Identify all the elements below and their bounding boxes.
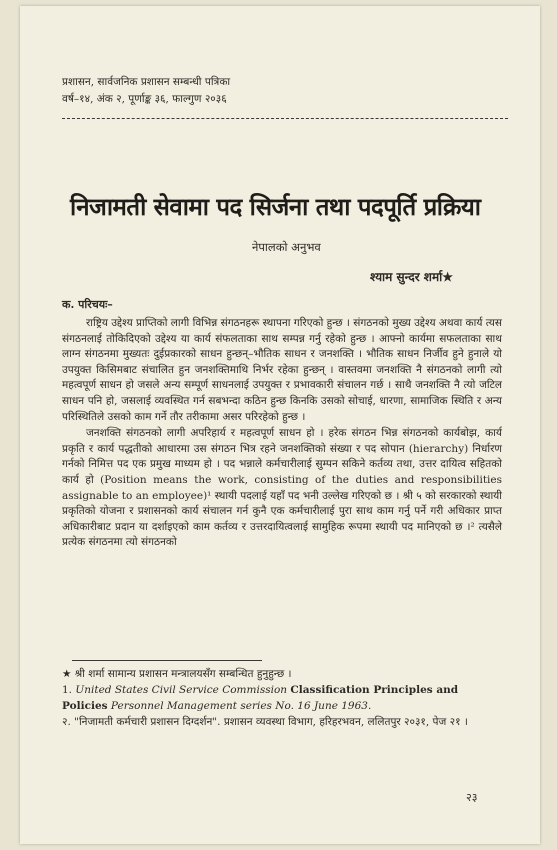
- article-author: श्याम सुन्दर शर्मा★: [370, 270, 454, 284]
- journal-line-1: प्रशासन, सार्वजनिक प्रशासन सम्बन्धी पत्रिका: [62, 76, 231, 88]
- footnote-1-series: Personnel Management series No. 16 June 1963.: [110, 700, 372, 712]
- article-title: निजामती सेवामा पद सिर्जना तथा पदपूर्ति प्रक्रिया: [70, 192, 481, 221]
- page-number: २३: [466, 791, 478, 804]
- journal-header: [62, 74, 502, 108]
- footnote-2: २. "निजामती कर्मचारी प्रशासन दिग्दर्शन". प्रशासन व्यवस्था विभाग, हरिहरभवन, ललितपुर २०३१, पेज २१ ।: [62, 716, 468, 728]
- paragraph-1: राष्ट्रिय उद्देश्य प्राप्तिको लागी विभिन्न संगठनहरू स्थापना गरिएको हुन्छ । संगठनको मुख्य उद्देश्य अथवा कार्य त्यस संगठनलाई तोकिदिएको उद्देश्य या कार्य संफलताका साथ सम्पन्न गर्नु रहेको हुन्छ । आफ्नो कार्यमा सफलताका साथ लाग्न संगठनमा मुख्यतः दुईप्रकारको साधन हुन्छन्–भौतिक साधन र जनशक्ति । भौतिक साधन निर्जीव हुने हुनाले यो उपयुक्त किसिमबाट संचालित हुन जनशक्तिमाथि निर्भर रहेका हुन्छन् । वास्तवमा जनशक्ति नै संगठनको लागी त्यो महत्वपूर्ण साधन हो जसले अन्य सम्पूर्ण साधनलाई उपयुक्त र प्रभावकारी संचालन गर्छ । साथै जनशक्ति नै त्यो जटिल साधन पनि हो, जसलाई व्यवस्थित गर्न सबभन्दा कठिन हुन्छ किनकि उसको सोचाई, धारणा, सामाजिक स्थिति र अन्य परिस्थितिले उसको काम गर्ने तौर तरीकामा असर परिरहेको हुन्छ ।: [62, 317, 502, 423]
- footnote-1: [62, 682, 502, 714]
- footnote-1-number: 1.: [62, 684, 73, 696]
- footnotes: [62, 666, 502, 730]
- footnote-1-source: United States Civil Service Commission: [75, 684, 288, 696]
- journal-line-2: वर्ष–१४, अंक २, पूर्णाङ्क ३६, फाल्गुण २०३६: [62, 93, 227, 105]
- header-divider: [62, 118, 508, 119]
- paragraph-2: जनशक्ति संगठनको लागी अपरिहार्य र महत्वपूर्ण साधन हो । हरेक संगठन भिन्न संगठनको कार्यबोझ, कार्य प्रकृति र कार्य पद्धतीको आधारमा उस संगठन भित्र रहने जनशक्तिको संख्या र पद सोपान (hierarchy) निर्धारण गर्नको निमित्त पद एक प्रमुख माध्यम हो । पद भन्नाले कर्मचारीलाई सुम्पन सकिने कर्तव्य तथा, उत्तर दायित्व सहितको कार्य हो (Position means the work, consisting of the duties and responsibilities assignable to an employee)¹ स्थायी पदलाई यहाँ पद भनी उल्लेख गरिएको छ । श्री ५ को सरकारको स्थायी प्रकृतिको योजना र प्रशासनको कार्य संचालन गर्न कुनै एक कर्मचारीलाई पुरा साथ काम गर्नु पर्ने गरी अधिकार प्राप्त अधिकारीबाट प्रदान या दर्शाइएको काम कर्तव्य र उत्तरदायित्वलाई सामुहिक रूपमा स्थायी पद मानिएको छ ।² त्यसैले प्रत्येक संगठनमा त्यो संगठनको: [62, 427, 502, 549]
- footnote-divider: [72, 660, 262, 661]
- footnote-author: ★ श्री शर्मा सामान्य प्रशासन मन्त्रालयसँग सम्बन्धित हुनुहुन्छ ।: [62, 668, 292, 680]
- section-heading: क. परिचयः–: [62, 298, 113, 311]
- article-body: [62, 316, 502, 552]
- footnote-1-title: Classification Principles and Policies: [62, 684, 459, 712]
- article-subtitle: नेपालको अनुभव: [252, 240, 321, 254]
